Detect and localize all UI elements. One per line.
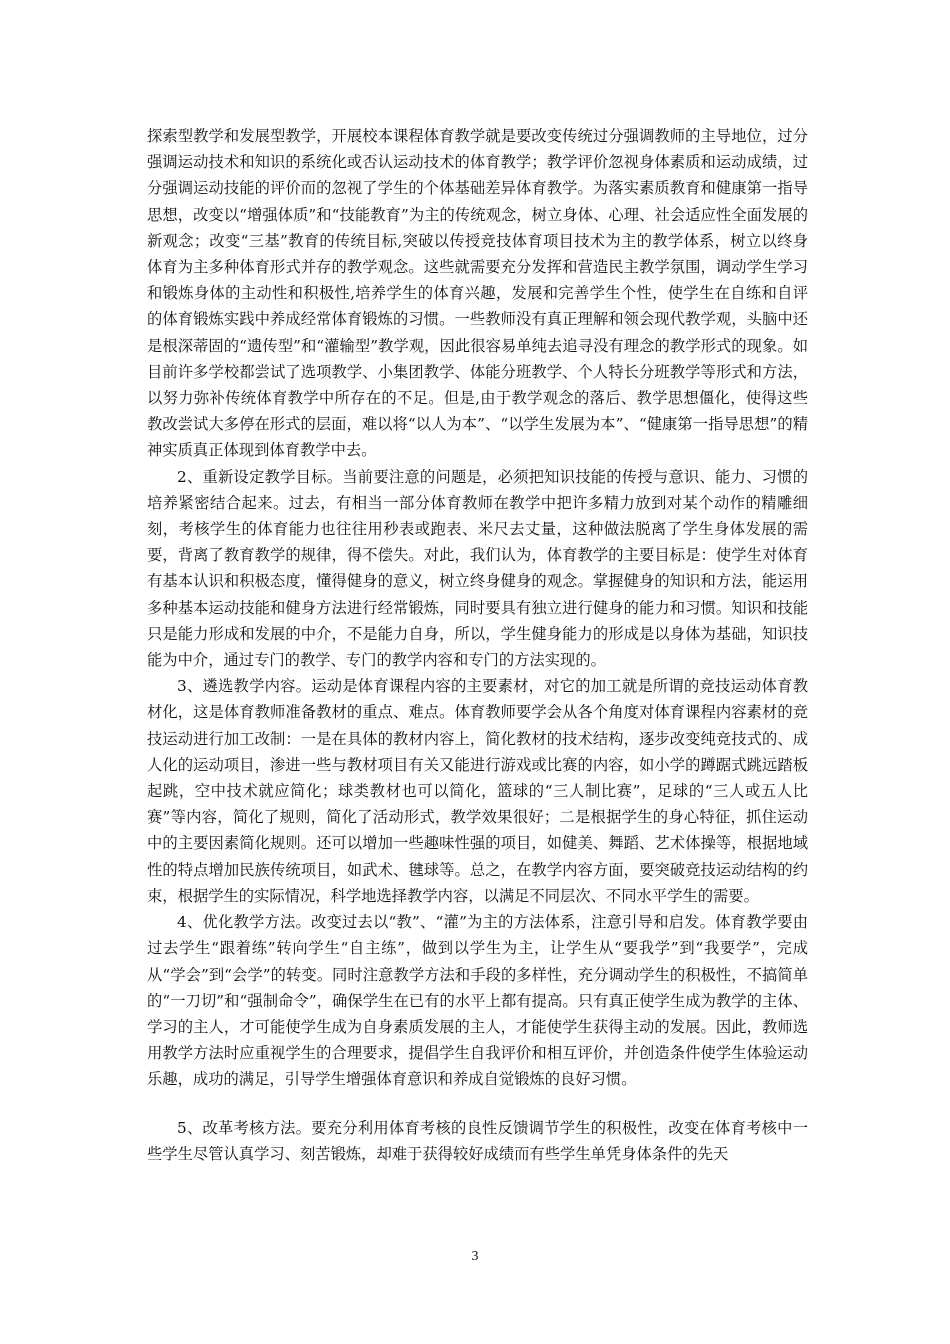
paragraph-3: 3、遴选教学内容。运动是体育课程内容的主要素材，对它的加工就是所谓的竞技运动体育教材化，这是体育教师准备教材的重点、难点。体育教师要学会从各个角度对体育课程内容素材的竞技运动进行加工改制：一是在具体的教材内容上，简化教材的技术结构，逐步改变纯竞技式的、成人化的运动项目，渗进一些与教材项目有关又能进行游戏或比赛的内容，如小学的蹲踞式跳远踏板起跳，空中技术就应简化；球类教材也可以简化，篮球的“三人制比赛”，足球的“三人或五人比赛”等内容，简化了规则，简化了活动形式，教学效果很好；二是根据学生的身心特征，抓住运动中的主要因素简化规则。还可以增加一些趣味性强的项目，如健美、舞蹈、艺术体操等，根据地域性的特点增加民族传统项目，如武术、毽球等。总之，在教学内容方面，要突破竞技运动结构的约束，根据学生的实际情况，科学地选择教学内容，以满足不同层次、不同水平学生的需要。 <box>147 677 808 905</box>
paragraph-2: 2、重新设定教学目标。当前要注意的问题是，必须把知识技能的传授与意识、能力、习惯的培养紧密结合起来。过去，有相当一部分体育教师在教学中把许多精力放到对某个动作的精雕细刻，考核学生的体育能力也往往用秒表或跑表、米尺去丈量，这种做法脱离了学生身体发展的需要，背离了教育教学的规律，得不偿失。对此，我们认为，体育教学的主要目标是：使学生对体育有基本认识和积极态度，懂得健身的意义，树立终身健身的观念。掌握健身的知识和方法，能运用多种基本运动技能和健身方法进行经常锻炼，同时要具有独立进行健身的能力和习惯。知识和技能只是能力形成和发展的中介，不是能力自身，所以，学生健身能力的形成是以身体为基础，知识技能为中介，通过专门的教学、专门的教学内容和专门的方法实现的。 <box>147 467 808 670</box>
paragraph-4: 4、优化教学方法。改变过去以“教”、“灌”为主的方法体系，注意引导和启发。体育教学要由过去学生“跟着练”转向学生“自主练”，做到以学生为主，让学生从“要我学”到“我要学”，完成从“学会”到“会学”的转变。同时注意教学方法和手段的多样性，充分调动学生的积极性，不搞简单的“一刀切”和“强制命令”，确保学生在已有的水平上都有提高。只有真正使学生成为教学的主体、学习的主人，才可能使学生成为自身素质发展的主人，才能使学生获得主动的发展。因此，教师选用教学方法时应重视学生的合理要求，提倡学生自我评价和相互评价，并创造条件使学生体验运动乐趣，成功的满足，引导学生增强体育意识和养成自觉锻炼的良好习惯。 <box>147 913 808 1089</box>
page-number: 3 <box>471 1249 479 1264</box>
paragraph-1: 探索型教学和发展型教学，开展校本课程体育教学就是要改变传统过分强调教师的主导地位，过分强调运动技术和知识的系统化或否认运动技术的体育教学；教学评价忽视身体素质和运动成绩，过分强调运动技能的评价而的忽视了学生的个体基础差异体育教学。为落实素质教育和健康第一指导思想，改变以“增强体质”和“技能教育”为主的传统观念，树立身体、心理、社会适应性全面发展的新观念；改变“三基”教育的传统目标,突破以传授竞技体育项目技术为主的教学体系，树立以终身体育为主多种体育形式并存的教学观念。这些就需要充分发挥和营造民主教学氛围，调动学生学习和锻炼身体的主动性和积极性,培养学生的体育兴趣，发展和完善学生个性，使学生在自练和自评的体育锻炼实践中养成经常体育锻炼的习惯。一些教师没有真正理解和领会现代教学观，头脑中还是根深蒂固的“遗传型”和“灌输型”教学观，因此很容易单纯去追寻没有理念的教学形式的现象。如目前许多学校都尝试了选项教学、小集团教学、体能分班教学、个人特长分班教学等形式和方法，以努力弥补传统体育教学中所存在的不足。但是,由于教学观念的落后、教学思想僵化，使得这些教改尝试大多停在形式的层面，难以将“以人为本”、“以学生发展为本”、“健康第一指导思想”的精神实质真正体现到体育教学中去。 <box>147 127 808 460</box>
document-body <box>147 123 808 1167</box>
paragraph-5: 5、改革考核方法。要充分利用体育考核的良性反馈调节学生的积极性，改变在体育考核中一些学生尽管认真学习、刻苦锻炼，却难于获得较好成绩而有些学生单凭身体条件的先天 <box>147 1118 808 1163</box>
